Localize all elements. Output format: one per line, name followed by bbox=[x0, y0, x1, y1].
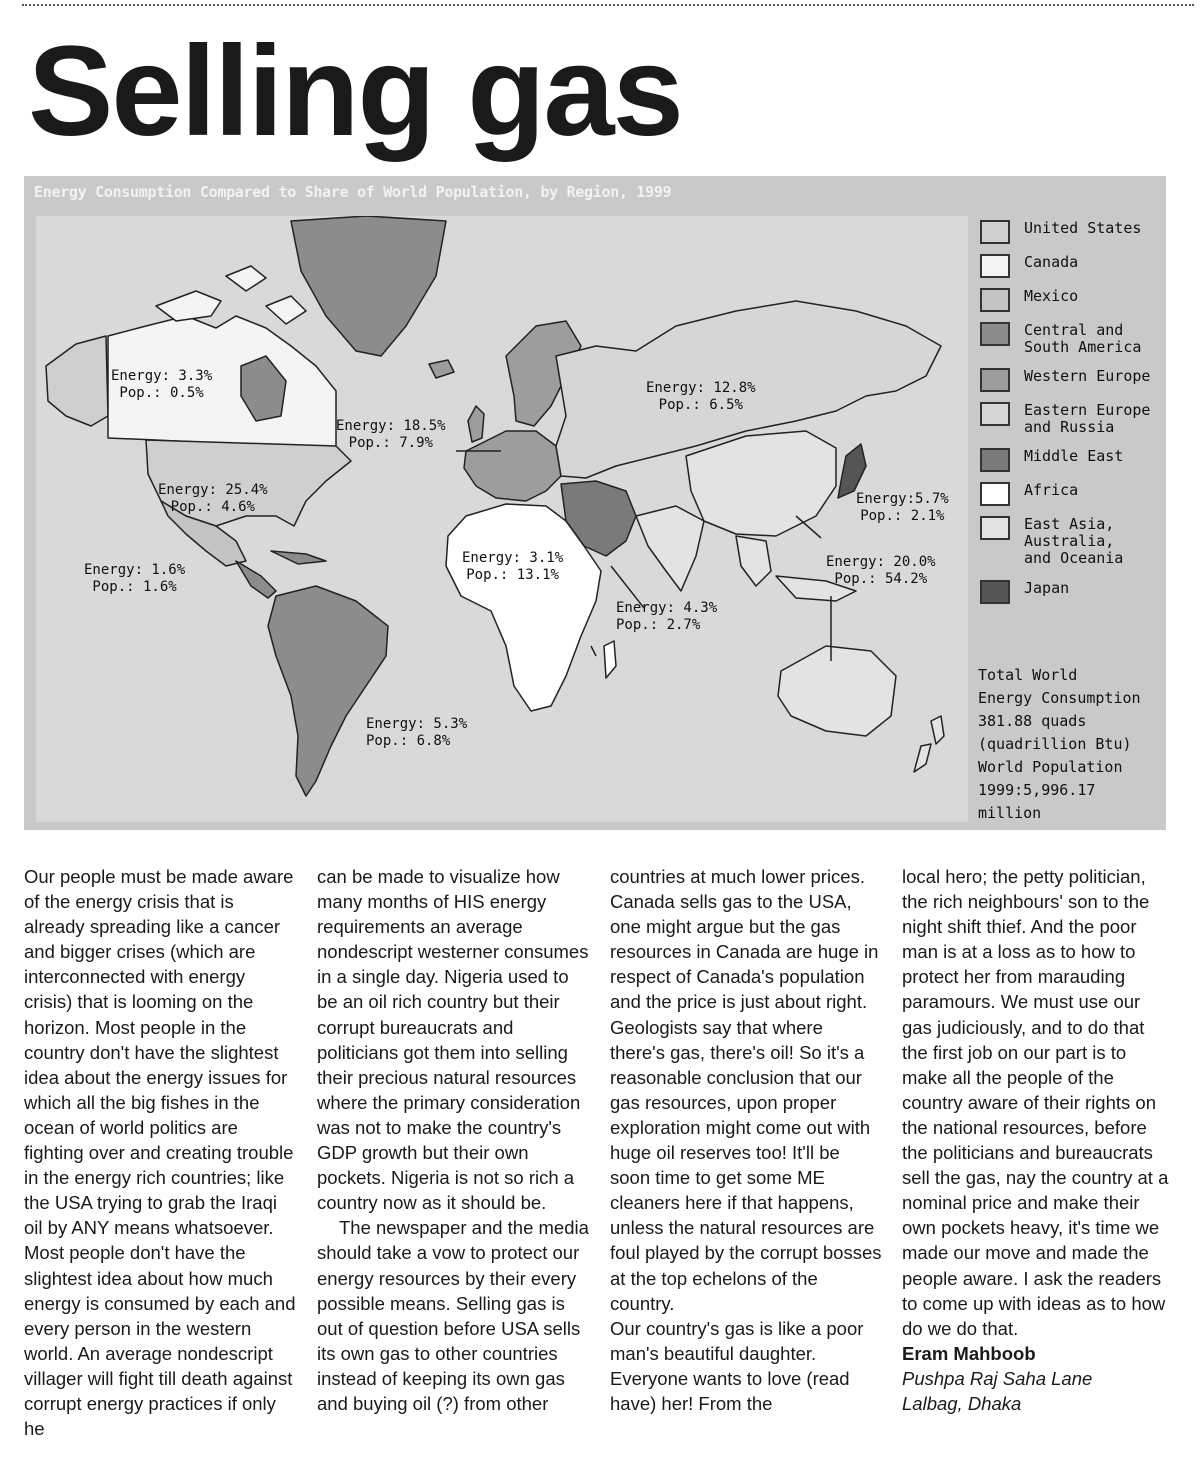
label-east-asia bbox=[826, 554, 936, 588]
legend-item bbox=[980, 480, 1164, 514]
legend-swatch-middle-east bbox=[980, 448, 1010, 472]
region-south-america bbox=[268, 586, 388, 796]
label-mexico-energy: Energy: 1.6% bbox=[84, 562, 186, 578]
legend-label: United States bbox=[1024, 219, 1142, 237]
region-madagascar bbox=[604, 641, 616, 678]
label-east-asia-energy: Energy: 20.0% bbox=[826, 554, 936, 570]
region-greenland bbox=[291, 216, 446, 356]
totals-line: Energy Consumption bbox=[978, 689, 1141, 707]
legend-label: Middle East bbox=[1024, 447, 1124, 465]
article-paragraph: local hero; the petty politician, the rich neighbours' son to the night shift thief. And the poor man is at a loss as to how to protect her from marauding paramours. We must use our gas judiciously, and to do that the first job on our part is to make all the people of the country aware of their rights on the national resources, before the politicians and bureaucrats sell the gas, nay the country at a nominal price and make their own pockets heavy, it's time we made our move and made the people aware. I ask the readers to come up with ideas as to how do we do that. bbox=[902, 866, 1169, 1339]
label-japan-energy: Energy:5.7% bbox=[856, 491, 949, 507]
label-canada bbox=[111, 368, 212, 402]
label-us-pop: Pop.: 4.6% bbox=[170, 499, 255, 515]
totals-line: million bbox=[978, 804, 1042, 822]
legend-item bbox=[980, 286, 1164, 320]
label-middle-east bbox=[616, 600, 717, 634]
label-middle-east-energy: Energy: 4.3% bbox=[616, 600, 718, 616]
label-africa-energy: Energy: 3.1% bbox=[462, 550, 564, 566]
author-address-line: Lalbag, Dhaka bbox=[902, 1392, 1022, 1414]
region-new-zealand bbox=[914, 716, 944, 772]
world-map-graphic bbox=[36, 216, 968, 822]
headline: Selling gas bbox=[28, 20, 682, 163]
label-canada-pop: Pop.: 0.5% bbox=[119, 385, 204, 401]
label-russia bbox=[646, 380, 756, 414]
legend-label: Africa bbox=[1024, 481, 1079, 499]
label-western-europe-pop: Pop.: 7.9% bbox=[348, 435, 433, 451]
label-east-asia-pop: Pop.: 54.2% bbox=[834, 571, 928, 587]
legend-swatch-africa bbox=[980, 482, 1010, 506]
label-africa-pop: Pop.: 13.1% bbox=[466, 567, 559, 583]
label-africa bbox=[462, 550, 563, 584]
article-paragraph: The newspaper and the media should take a vow to protect our energy resources by their every possible means. Selling gas is out of question before USA sells its own gas to other countries instead of keeping its own gas and buying oil (?) from other bbox=[317, 1217, 589, 1414]
legend-label: East Asia, Australia, and Oceania bbox=[1024, 515, 1124, 567]
region-australia bbox=[778, 646, 896, 736]
map-legend bbox=[980, 218, 1164, 612]
totals-line: 1999:5,996.17 bbox=[978, 781, 1096, 799]
legend-label: Central and South America bbox=[1024, 321, 1142, 356]
label-mexico bbox=[84, 562, 185, 596]
article-column-2 bbox=[317, 864, 589, 1416]
legend-item bbox=[980, 446, 1164, 480]
map-totals bbox=[978, 664, 1141, 825]
article-column-4 bbox=[902, 864, 1174, 1416]
legend-label: Canada bbox=[1024, 253, 1079, 271]
label-south-america bbox=[366, 716, 467, 750]
map-title: Energy Consumption Compared to Share of World Population, by Region, 1999 bbox=[34, 183, 672, 201]
legend-swatch-eastern-europe-russia bbox=[980, 402, 1010, 426]
article-body bbox=[24, 864, 1174, 1464]
label-japan bbox=[856, 491, 949, 525]
author-name: Eram Mahboob bbox=[902, 1342, 1036, 1364]
label-mexico-pop: Pop.: 1.6% bbox=[92, 579, 177, 595]
totals-line: 381.88 quads bbox=[978, 712, 1087, 730]
region-east-asia bbox=[686, 431, 836, 536]
energy-map-figure bbox=[24, 176, 1166, 830]
legend-item bbox=[980, 252, 1164, 286]
label-russia-pop: Pop.: 6.5% bbox=[658, 397, 743, 413]
legend-label: Mexico bbox=[1024, 287, 1079, 305]
region-iceland bbox=[429, 360, 454, 378]
legend-swatch-canada bbox=[980, 254, 1010, 278]
legend-swatch-mexico bbox=[980, 288, 1010, 312]
label-russia-energy: Energy: 12.8% bbox=[646, 380, 756, 396]
article-column-1 bbox=[24, 864, 296, 1441]
legend-label: Japan bbox=[1024, 579, 1070, 597]
totals-line: (quadrillion Btu) bbox=[978, 735, 1132, 753]
top-dotted-rule bbox=[22, 4, 1194, 6]
article-paragraph: countries at much lower prices. Canada sells gas to the USA, one might argue but the gas resources in Canada are huge in respect of Canada's population and the price is just about right. Geologists say that where there's gas, there's oil! So it's a reasonable conclusion that our gas resources, upon proper exploration might come out with huge oil reserves too! It'll be soon time to get some ME cleaners here if that happens, unless the natural resources are foul played by the corrupt bosses at the top echelons of the country. bbox=[610, 866, 882, 1314]
region-south-asia bbox=[636, 506, 704, 591]
totals-line: Total World bbox=[978, 666, 1078, 684]
legend-swatch-central-south-america bbox=[980, 322, 1010, 346]
label-western-europe bbox=[336, 418, 446, 452]
label-us bbox=[158, 482, 268, 516]
legend-item bbox=[980, 366, 1164, 400]
label-us-energy: Energy: 25.4% bbox=[158, 482, 268, 498]
region-alaska bbox=[46, 336, 108, 426]
label-canada-energy: Energy: 3.3% bbox=[111, 368, 213, 384]
region-uk bbox=[468, 406, 484, 442]
author-address-line: Pushpa Raj Saha Lane bbox=[902, 1367, 1093, 1389]
article-paragraph: Our country's gas is like a poor man's beautiful daughter. Everyone wants to love (read have) her! From the bbox=[610, 1317, 864, 1414]
legend-item bbox=[980, 578, 1164, 612]
label-japan-pop: Pop.: 2.1% bbox=[860, 508, 945, 524]
label-middle-east-pop: Pop.: 2.7% bbox=[616, 617, 701, 633]
legend-swatch-us bbox=[980, 220, 1010, 244]
legend-item bbox=[980, 514, 1164, 578]
region-western-europe bbox=[464, 431, 561, 501]
totals-line: World Population bbox=[978, 758, 1123, 776]
legend-item bbox=[980, 218, 1164, 252]
legend-label: Eastern Europe and Russia bbox=[1024, 401, 1151, 436]
world-map bbox=[36, 216, 968, 822]
article-column-3 bbox=[610, 864, 882, 1416]
legend-label: Western Europe bbox=[1024, 367, 1151, 385]
legend-swatch-japan bbox=[980, 580, 1010, 604]
label-western-europe-energy: Energy: 18.5% bbox=[336, 418, 446, 434]
region-canada-islands bbox=[156, 266, 306, 324]
legend-swatch-western-europe bbox=[980, 368, 1010, 392]
article-paragraph: can be made to visualize how many months of HIS energy requirements an average nondescript westerner consumes in a single day. Nigeria used to be an oil rich country but their corrupt bureaucrats and politicians got them into selling their precious natural resources where the primary consideration was not to make the country's GDP growth but their own pockets. Nigeria is not so rich a country now as it should be. bbox=[317, 866, 589, 1214]
label-south-america-energy: Energy: 5.3% bbox=[366, 716, 468, 732]
label-south-america-pop: Pop.: 6.8% bbox=[366, 733, 451, 749]
legend-item bbox=[980, 320, 1164, 366]
region-japan bbox=[838, 444, 866, 498]
article-paragraph: Our people must be made aware of the energy crisis that is already spreading like a cancer and bigger crises (which are interconnected with energy crisis) that is looming on the horizon. Most people in the country don't have the slightest idea about the energy issues for which all the big fishes in the ocean of world politics are fighting over and creating trouble in the energy rich countries; like the USA trying to grab the Iraqi oil by ANY means whatsoever. Most people don't have the slightest idea about how much energy is consumed by each and every person in the western world. An average nondescript villager will fight till death against corrupt energy practices if only he bbox=[24, 866, 296, 1440]
legend-swatch-east-asia bbox=[980, 516, 1010, 540]
legend-item bbox=[980, 400, 1164, 446]
